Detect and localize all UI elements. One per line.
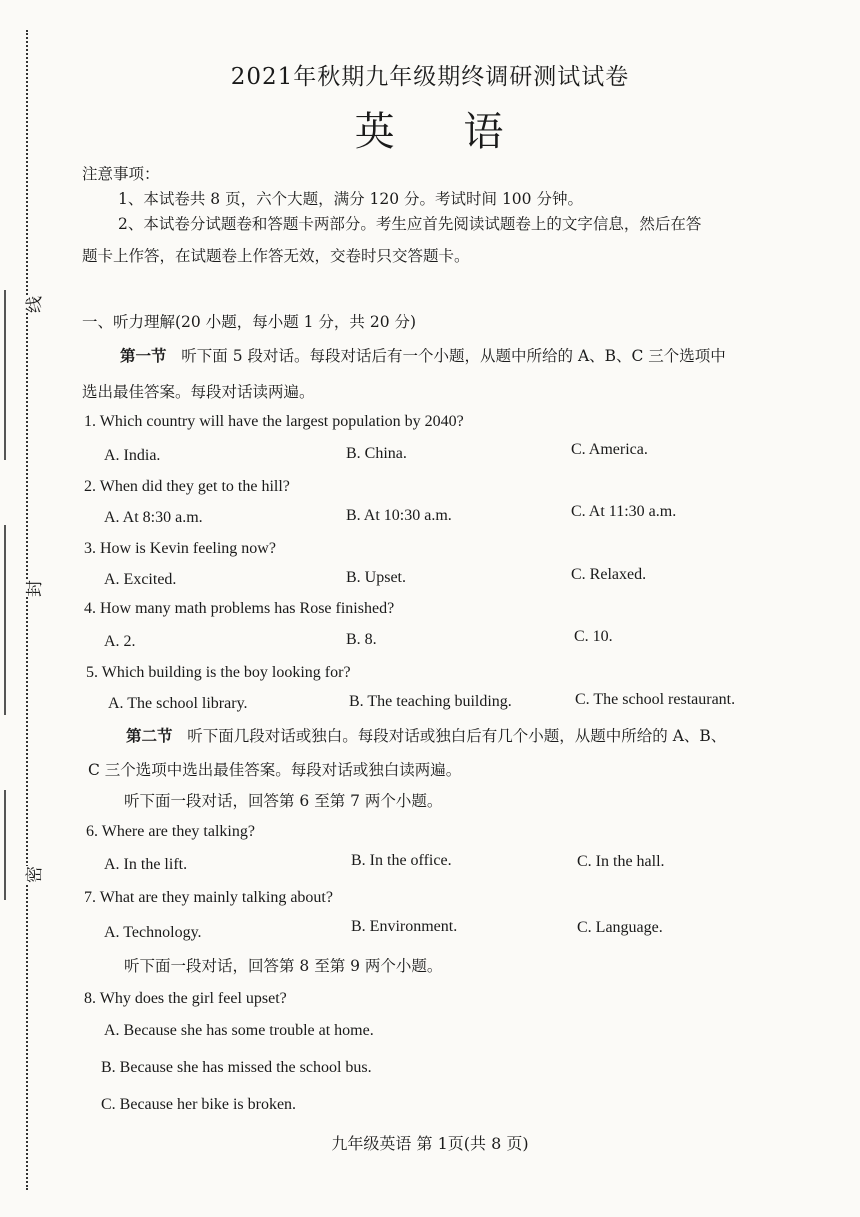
margin-char-xian: 线: [18, 296, 47, 313]
option-5c: C. The school restaurant.: [575, 691, 736, 708]
option-5b: B. The teaching building.: [349, 693, 512, 710]
option-1a: A. India.: [104, 447, 161, 464]
section1-instruction-line-2: 选出最佳答案。每段对话读两遍。: [82, 383, 315, 401]
notice-item-1: 1、本试卷共 8 页，六个大题，满分 120 分。考试时间 100 分钟。: [118, 190, 583, 208]
question-5: 5. Which building is the boy looking for?: [86, 664, 351, 681]
option-4a: A. 2.: [104, 633, 136, 650]
section2-text: 听下面几段对话或独白。每段对话或独白后有几个小题，从题中所给的 A、B、: [187, 727, 727, 745]
section1-instruction-line-1: [120, 344, 726, 366]
section1-label: 第一节: [120, 346, 167, 365]
option-8a: A. Because she has some trouble at home.: [104, 1022, 374, 1039]
question-2: 2. When did they get to the hill?: [84, 478, 290, 495]
margin-bar: [4, 790, 6, 900]
margin-char-feng: 封: [18, 580, 47, 597]
question-7: 7. What are they mainly talking about?: [84, 889, 333, 906]
option-2b: B. At 10:30 a.m.: [346, 507, 452, 524]
notice-item-2-line-2: 题卡上作答，在试题卷上作答无效，交卷时只交答题卡。: [82, 247, 470, 265]
instruction-q8-q9: 听下面一段对话，回答第 8 至第 9 两个小题。: [124, 957, 443, 975]
option-8b: B. Because she has missed the school bus.: [101, 1059, 372, 1076]
option-3c: C. Relaxed.: [571, 566, 647, 583]
option-3a: A. Excited.: [104, 571, 177, 588]
question-8: 8. Why does the girl feel upset?: [84, 990, 287, 1007]
option-6b: B. In the office.: [351, 852, 452, 869]
margin-bar: [4, 525, 6, 715]
part1-heading: 一、听力理解(20 小题，每小题 1 分，共 20 分): [82, 313, 417, 331]
option-1c: C. America.: [571, 441, 648, 458]
margin-char-mi: 密: [18, 866, 47, 883]
option-8c: C. Because her bike is broken.: [101, 1096, 297, 1113]
instruction-q6-q7: 听下面一段对话，回答第 6 至第 7 两个小题。: [124, 792, 443, 810]
section2-instruction-line-2: C 三个选项中选出最佳答案。每段对话或独白读两遍。: [88, 761, 462, 779]
option-7a: A. Technology.: [104, 924, 202, 941]
exam-title: 2021年秋期九年级期终调研测试试卷: [230, 64, 630, 90]
section2-label: 第二节: [126, 726, 173, 745]
question-3: 3. How is Kevin feeling now?: [84, 540, 276, 557]
option-2a: A. At 8:30 a.m.: [104, 509, 203, 526]
margin-bar: [4, 290, 6, 460]
section1-text: 听下面 5 段对话。每段对话后有一个小题，从题中所给的 A、B、C 三个选项中: [181, 347, 726, 365]
question-6: 6. Where are they talking?: [86, 823, 255, 840]
option-7b: B. Environment.: [351, 918, 458, 935]
option-6c: C. In the hall.: [577, 853, 665, 870]
option-6a: A. In the lift.: [104, 856, 188, 873]
notice-item-2-line-1: 2、本试卷分试题卷和答题卡两部分。考生应首先阅读试题卷上的文字信息，然后在答: [118, 215, 702, 233]
option-4b: B. 8.: [346, 631, 377, 648]
option-7c: C. Language.: [577, 919, 663, 936]
question-4: 4. How many math problems has Rose finished?: [84, 600, 395, 617]
question-1: 1. Which country will have the largest population by 2040?: [84, 413, 464, 430]
option-2c: C. At 11:30 a.m.: [571, 503, 677, 520]
option-5a: A. The school library.: [108, 695, 248, 712]
option-1b: B. China.: [346, 445, 407, 462]
subject-title: 英 语: [354, 109, 506, 155]
page-footer: 九年级英语 第 1页(共 8 页): [331, 1134, 529, 1153]
option-4c: C. 10.: [574, 628, 613, 645]
section2-instruction-line-1: [126, 724, 726, 746]
option-3b: B. Upset.: [346, 569, 406, 586]
binding-dotted-line: [26, 30, 28, 1190]
notice-heading: 注意事项：: [82, 165, 160, 183]
